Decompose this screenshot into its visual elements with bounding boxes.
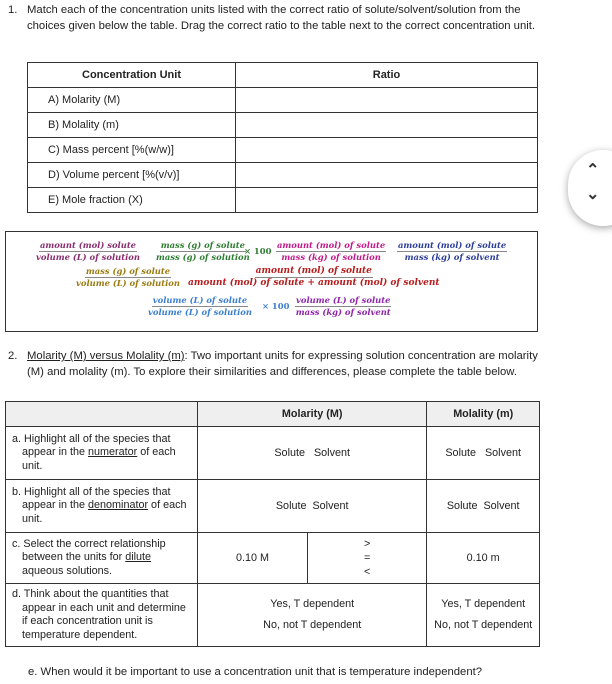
ratio-choice-5[interactable] [76,266,180,289]
unit-molarity: A) Molarity (M) [28,88,236,113]
ratio-choice-2[interactable] [156,240,250,263]
no-not-t-dependent-option[interactable]: No, not T dependent [263,619,362,631]
ratio-drop-target-molarity[interactable] [236,88,538,113]
ratio-numerator: mass (g) of solute [160,240,245,250]
unit-mass-percent: C) Mass percent [%(w/w)] [28,138,236,163]
row-c-molality-value: 0.10 m [427,533,540,584]
row-a-molarity-options[interactable]: Solute Solvent [198,427,427,480]
chevron-down-icon[interactable]: ⌄ [586,186,600,203]
ratio-denominator: volume (L) of solution [148,307,252,317]
ratio-numerator: volume (L) of solute [152,295,248,305]
page-nav-widget [568,150,612,226]
numerator-keyword: numerator [88,446,138,459]
dilute-keyword: dilute [125,551,152,564]
ratio-numerator: volume (L) of solute [296,295,391,305]
ratio-denominator: mass (kg) of solvent [404,252,500,262]
denominator-keyword: denominator [88,499,149,512]
question-2e: e. When would it be important to use a concentration unit that is temperature independent? [28,666,483,678]
row-d-text: d. Think about the quantities that [12,588,169,600]
ratio-denominator: volume (L) of solution [36,252,140,262]
ratio-choice-3[interactable] [276,240,386,263]
table-row [28,88,538,113]
unit-volume-percent: D) Volume percent [%(v/v)] [28,163,236,188]
row-a-molality-options[interactable]: Solute Solvent [427,427,540,480]
less-than-option[interactable]: < [364,566,371,578]
question-1-number: 1. [8,4,18,16]
ratio-numerator: amount (mol) of solute [255,266,372,276]
unit-molality: B) Molality (m) [28,113,236,138]
ratio-denominator: volume (L) of solution [76,278,180,288]
table-row [6,533,540,584]
row-a-text: of each unit. [22,446,176,472]
row-b-text: of each unit. [22,499,187,525]
ratio-denominator: mass (kg) of solution [281,252,381,262]
times-100-label: × 100 [262,301,290,311]
question-2-text [27,348,547,380]
unit-mole-fraction: E) Mole fraction (X) [28,188,236,213]
row-b-text: b. Highlight all of the species that [12,485,171,498]
row-d-molarity-options[interactable] [198,584,427,647]
row-d-text: appear in each unit and determine if each concentration unit is temperature dependent. [22,601,186,641]
table-row [28,138,538,163]
ratio-numerator: amount (mol) of solute [277,240,386,250]
ratio-drop-target-mass-percent[interactable] [236,138,538,163]
chevron-up-icon[interactable]: ⌃ [586,162,600,179]
ratio-choice-4[interactable] [397,240,507,263]
header-blank [6,402,198,427]
table-row [28,113,538,138]
row-a-text: a. Highlight all of the species that [12,432,171,445]
ratio-drop-target-volume-percent[interactable] [236,163,538,188]
yes-t-dependent-option[interactable]: Yes, T dependent [441,598,526,610]
row-c-text: between the units for [22,551,126,564]
times-100-label: × 100 [244,246,272,256]
row-d-question [6,584,198,647]
question-2-body: : Two important units for expressing solution concentration are molarity (M) and molality (m). To explore their similarities and differences, please complete the table below. [27,350,538,378]
molarity-vs-molality-table [5,401,540,647]
ratio-denominator: amount (mol) of solute + amount (mol) of solvent [188,278,440,288]
row-b-text: appear in the [22,499,89,512]
ratio-denominator: mass (g) of solution [156,252,250,262]
row-d-molality-options[interactable] [427,584,540,647]
table-row [6,480,540,533]
ratio-choice-1[interactable] [36,240,140,263]
table-row [28,188,538,213]
row-a-text: appear in the [22,446,89,459]
header-molarity: Molarity (M) [198,402,427,427]
question-2-number: 2. [8,350,18,362]
ratio-numerator: amount (mol) of solute [398,240,507,250]
greater-than-option[interactable]: > [364,538,371,550]
yes-t-dependent-option[interactable]: Yes, T dependent [270,598,355,610]
table-row [6,584,540,647]
table-row [28,163,538,188]
row-c-molarity-value: 0.10 M [198,533,308,584]
row-b-question [6,480,198,533]
row-c-text: c. Select the correct relationship [12,537,166,550]
ratio-denominator: mass (kg) of solvent [295,307,391,317]
ratio-choice-7[interactable] [148,295,252,318]
table-row [6,427,540,480]
header-concentration-unit: Concentration Unit [28,63,236,88]
question-1-text: Match each of the concentration units listed with the correct ratio of solute/solvent/solution from the choices given below the table. Drag the correct ratio to the table next to the correct concentration unit. [27,4,536,32]
header-molality: Molality (m) [427,402,540,427]
ratio-numerator: amount (mol) solute [39,240,137,250]
row-c-relation-selector[interactable] [308,533,427,584]
header-ratio: Ratio [236,63,538,88]
equals-option[interactable]: = [364,552,371,564]
ratio-numerator: mass (g) of solute [85,266,171,276]
row-b-molarity-options[interactable]: Solute Solvent [198,480,427,533]
ratio-choice-6[interactable] [188,266,440,289]
ratio-drop-target-mole-fraction[interactable] [236,188,538,213]
ratio-drop-target-molality[interactable] [236,113,538,138]
no-not-t-dependent-option[interactable]: No, not T dependent [434,619,533,631]
row-c-text: aqueous solutions. [22,564,113,577]
ratio-choices-box [5,231,538,332]
row-a-question [6,427,198,480]
row-c-question [6,533,198,584]
concentration-match-table [27,62,538,213]
ratio-choice-8[interactable] [295,295,391,318]
question-2-title: Molarity (M) versus Molality (m) [27,350,185,362]
row-b-molality-options[interactable]: Solute Solvent [427,480,540,533]
